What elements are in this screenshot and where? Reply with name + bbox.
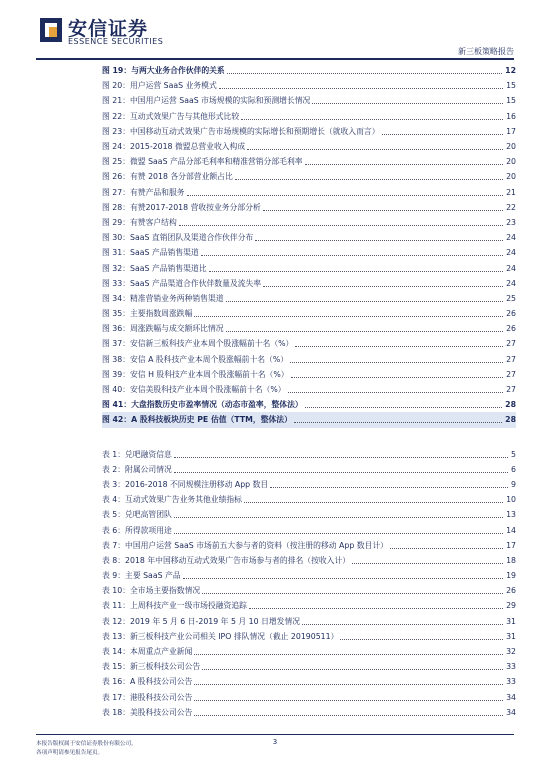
table-toc-entry[interactable]: [102, 598, 516, 613]
dot-leader: [305, 407, 502, 408]
figure-toc-entry[interactable]: [102, 215, 516, 230]
table-toc-entry[interactable]: [102, 462, 516, 477]
toc-entry-page: 34: [506, 692, 516, 702]
dot-leader: [194, 654, 503, 655]
dot-leader: [227, 73, 502, 74]
table-toc-entry[interactable]: [102, 583, 516, 598]
header-divider: [36, 58, 514, 60]
toc-entry-label: 图 30：SaaS 直销团队及渠道合作伙伴分布: [102, 233, 254, 243]
table-toc-entry[interactable]: [102, 659, 516, 674]
disclaimer-note: 各项声明请参见报告尾页。: [36, 750, 104, 756]
dot-leader: [255, 240, 503, 241]
toc-entry-page: 28: [505, 415, 516, 425]
toc-entry-page: 10: [506, 495, 516, 505]
company-name-cn: 安信证券: [68, 18, 149, 40]
figure-toc-entry[interactable]: [102, 63, 516, 78]
dot-leader: [201, 255, 503, 256]
toc-entry-page: 19: [506, 571, 516, 581]
toc-entry-page: 24: [506, 263, 516, 273]
toc-entry-page: 29: [506, 601, 516, 611]
figure-toc-entry[interactable]: [102, 185, 516, 200]
toc-entry-page: 33: [506, 677, 516, 687]
dot-leader: [174, 533, 503, 534]
dot-leader: [235, 179, 503, 180]
toc-entry-label: 表 16：A 股科技公司公告: [102, 677, 193, 687]
toc-entry-page: 27: [506, 339, 516, 349]
toc-entry-page: 27: [506, 369, 516, 379]
toc-entry-label: 图 40：安信美股科技产业本周个股涨幅前十名（%）: [102, 385, 286, 395]
toc-entry-page: 21: [506, 187, 516, 197]
toc-entry-page: 9: [511, 479, 516, 489]
toc-entry-label: 图 29：有赞客户结构: [102, 217, 177, 227]
figure-toc-entry[interactable]: [102, 260, 516, 275]
dot-leader: [295, 346, 503, 347]
toc-entry-page: 24: [506, 248, 516, 258]
dot-leader: [390, 548, 503, 549]
dot-leader: [219, 88, 503, 89]
dot-leader: [241, 119, 503, 120]
toc-entry-page: 28: [505, 400, 516, 410]
toc-entry-page: 5: [511, 449, 516, 459]
table-list: [102, 447, 516, 720]
toc-entry-label: 图 32：SaaS 产品销售渠道比: [102, 263, 207, 273]
page-number: 3: [272, 738, 278, 746]
essence-logo-icon: [40, 18, 62, 42]
figure-toc-entry[interactable]: [102, 109, 516, 124]
table-toc-entry[interactable]: [102, 674, 516, 689]
figure-toc-entry[interactable]: [102, 245, 516, 260]
toc-entry-label: 图 39：安信 H 股科技产业本周个股涨幅前十名（%）: [102, 369, 289, 379]
toc-entry-label: 表 13：新三板科技产业公司相关 IPO 排队情况（截止 20190511）: [102, 631, 339, 641]
dot-leader: [202, 669, 503, 670]
toc-entry-page: 31: [506, 631, 516, 641]
toc-entry-label: 表 1：兑吧融资信息: [102, 449, 172, 459]
dot-leader: [187, 195, 504, 196]
dot-leader: [194, 684, 503, 685]
table-toc-entry[interactable]: [102, 629, 516, 644]
figure-toc-entry[interactable]: [102, 306, 516, 321]
toc-entry-page: 16: [506, 111, 516, 121]
figure-toc-entry[interactable]: [102, 367, 516, 382]
toc-entry-label: 图 37：安信新三板科技产业本周个股涨幅前十名（%）: [102, 339, 294, 349]
dot-leader: [174, 517, 503, 518]
toc-entry-label: 图 38：安信 A 股科技产业本周个股涨幅前十名（%）: [102, 354, 289, 364]
figure-toc-entry[interactable]: [102, 169, 516, 184]
dot-leader: [291, 377, 504, 378]
toc-entry-label: 图 19：与两大业务合作伙伴的关系: [102, 66, 225, 76]
dot-leader: [302, 624, 503, 625]
table-toc-entry[interactable]: [102, 553, 516, 568]
table-toc-entry[interactable]: [102, 568, 516, 583]
toc-entry-page: 17: [506, 540, 516, 550]
dot-leader: [263, 210, 503, 211]
table-toc-entry[interactable]: [102, 705, 516, 720]
figure-toc-entry[interactable]: [102, 200, 516, 215]
toc-entry-label: 表 7：中国用户运营 SaaS 市场前五大参与者的资料（按注册的移动 App 数目计）: [102, 540, 388, 550]
toc-entry-page: 33: [506, 662, 516, 672]
toc-entry-label: 表 14：本周重点产业新闻: [102, 647, 193, 657]
toc-entry-label: 表 2：附属公司情况: [102, 464, 172, 474]
toc-entry-label: 图 31：SaaS 产品销售渠道: [102, 248, 199, 258]
toc-entry-label: 图 41：大盘指数历史市盈率情况（动态市盈率，整体法）: [102, 400, 303, 410]
toc-entry-label: 图 33：SaaS 产品渠道合作伙伴数量及流失率: [102, 278, 262, 288]
dot-leader: [312, 103, 503, 104]
toc-entry-label: 图 21：中国用户运营 SaaS 市场规模的实际和预测增长情况: [102, 96, 311, 106]
dot-leader: [263, 286, 503, 287]
dot-leader: [194, 715, 503, 716]
dot-leader: [247, 149, 503, 150]
toc-entry-page: 13: [506, 510, 516, 520]
toc-entry-label: 表 17：港股科技公司公告: [102, 692, 193, 702]
toc-entry-page: 22: [506, 202, 516, 212]
dot-leader: [244, 502, 503, 503]
figure-list: [102, 63, 516, 428]
toc-entry-page: 15: [506, 96, 516, 106]
figure-toc-entry[interactable]: [102, 93, 516, 108]
toc-entry-page: 24: [506, 233, 516, 243]
table-toc-entry[interactable]: [102, 522, 516, 537]
figure-toc-entry[interactable]: [102, 397, 516, 412]
toc-entry-page: 6: [511, 464, 516, 474]
toc-entry-label: 表 10：全市场主要指数情况: [102, 586, 201, 596]
toc-entry-label: 表 5：兑吧高管团队: [102, 510, 172, 520]
table-toc-entry[interactable]: [102, 477, 516, 492]
table-toc-entry[interactable]: [102, 492, 516, 507]
table-toc-entry[interactable]: [102, 690, 516, 705]
dot-leader: [382, 134, 504, 135]
dot-leader: [249, 608, 503, 609]
toc-entry-page: 25: [506, 293, 516, 303]
dot-leader: [183, 578, 503, 579]
dot-leader: [174, 457, 508, 458]
dot-leader: [290, 362, 503, 363]
copyright-note: 本报告版权属于安信证券股份有限公司。: [36, 741, 137, 747]
figure-toc-entry[interactable]: [102, 291, 516, 306]
toc-entry-page: 24: [506, 278, 516, 288]
table-toc-entry[interactable]: [102, 447, 516, 462]
dot-leader: [174, 472, 508, 473]
toc-entry-label: 图 35：主要指数周涨跌幅: [102, 309, 193, 319]
toc-entry-page: 26: [506, 586, 516, 596]
dot-leader: [179, 225, 503, 226]
toc-entry-label: 图 25：微盟 SaaS 产品分部毛利率和精准营销分部毛利率: [102, 157, 303, 167]
toc-entry-label: 表 6：所得款项用途: [102, 525, 172, 535]
figure-toc-entry[interactable]: [102, 352, 516, 367]
toc-entry-page: 27: [506, 354, 516, 364]
toc-entry-page: 20: [506, 142, 516, 152]
table-toc-entry[interactable]: [102, 644, 516, 659]
toc-entry-page: 12: [505, 66, 516, 76]
dot-leader: [226, 301, 504, 302]
page-header: [0, 0, 550, 62]
company-name-en: ESSENCE SECURITIES: [68, 37, 164, 46]
toc-entry-page: 14: [506, 525, 516, 535]
dot-leader: [194, 700, 503, 701]
dot-leader: [305, 164, 504, 165]
toc-entry-label: 表 8：2018 年中国移动互动式效果广告市场参与者的排名（按收入计）: [102, 555, 351, 565]
report-type: 新三板策略报告: [458, 47, 514, 56]
toc-entry-label: 表 18：美股科技公司公告: [102, 707, 193, 717]
toc-entry-label: 图 36：周涨跌幅与成交额环比情况: [102, 324, 224, 334]
figure-toc-entry[interactable]: [102, 336, 516, 351]
figure-toc-entry[interactable]: [102, 230, 516, 245]
dot-leader: [202, 593, 503, 594]
footer-divider: [36, 734, 514, 735]
dot-leader: [288, 392, 504, 393]
toc-entry-label: 表 15：新三板科技公司公告: [102, 662, 201, 672]
toc-entry-label: 图 27：有赞产品和服务: [102, 187, 185, 197]
toc-entry-label: 图 42：A 股科技板块历史 PE 估值（TTM，整体法）: [102, 415, 292, 425]
toc-entry-label: 图 23：中国移动互动式效果广告市场规模的实际增长和预期增长（就收入而言）: [102, 126, 380, 136]
figure-toc-entry[interactable]: [102, 382, 516, 397]
dot-leader: [294, 422, 502, 423]
toc-entry-page: 20: [506, 172, 516, 182]
figure-toc-entry[interactable]: [102, 321, 516, 336]
dot-leader: [209, 271, 504, 272]
toc-entry-page: 34: [506, 707, 516, 717]
toc-entry-page: 15: [506, 81, 516, 91]
toc-entry-label: 图 24：2015-2018 微盟总营业收入构成: [102, 142, 246, 152]
table-toc-entry[interactable]: [102, 538, 516, 553]
figure-toc-entry[interactable]: [102, 124, 516, 139]
toc-entry-label: 图 20：用户运营 SaaS 业务模式: [102, 81, 217, 91]
toc-entry-page: 26: [506, 309, 516, 319]
toc-entry-label: 表 4：互动式效果广告业务其他业绩指标: [102, 495, 242, 505]
dot-leader: [352, 563, 503, 564]
toc-entry-label: 图 22：互动式效果广告与其他形式比较: [102, 111, 240, 121]
toc-entry-page: 32: [506, 647, 516, 657]
toc-entry-page: 23: [506, 217, 516, 227]
figure-toc-entry[interactable]: [102, 139, 516, 154]
dot-leader: [194, 316, 503, 317]
dot-leader: [226, 331, 504, 332]
table-toc-entry[interactable]: [102, 614, 516, 629]
section-gap: [102, 428, 516, 447]
figure-toc-entry[interactable]: [102, 276, 516, 291]
toc-entry-label: 图 26：有赞 2018 各分部营业额占比: [102, 172, 233, 182]
toc-entry-page: 27: [506, 385, 516, 395]
figure-toc-entry[interactable]: [102, 154, 516, 169]
table-of-contents: [102, 63, 516, 720]
toc-entry-page: 18: [506, 555, 516, 565]
toc-entry-page: 20: [506, 157, 516, 167]
toc-entry-label: 表 11：上周科技产业一级市场投融资追踪: [102, 601, 247, 611]
dot-leader: [270, 487, 508, 488]
toc-entry-label: 表 9：主要 SaaS 产品: [102, 571, 181, 581]
table-toc-entry[interactable]: [102, 507, 516, 522]
toc-entry-label: 图 28：有赞2017-2018 营收按业务分部分析: [102, 202, 261, 212]
figure-toc-entry[interactable]: [102, 78, 516, 93]
dot-leader: [340, 639, 503, 640]
toc-entry-label: 表 12：2019 年 5 月 6 日-2019 年 5 月 10 日增发情况: [102, 616, 301, 626]
toc-entry-page: 17: [506, 126, 516, 136]
figure-toc-entry[interactable]: [102, 412, 516, 427]
toc-entry-page: 31: [506, 616, 516, 626]
toc-entry-label: 图 34：精准营销业务两种销售渠道: [102, 293, 224, 303]
toc-entry-page: 26: [506, 324, 516, 334]
toc-entry-label: 表 3：2016-2018 不同规模注册移动 App 数目: [102, 479, 269, 489]
